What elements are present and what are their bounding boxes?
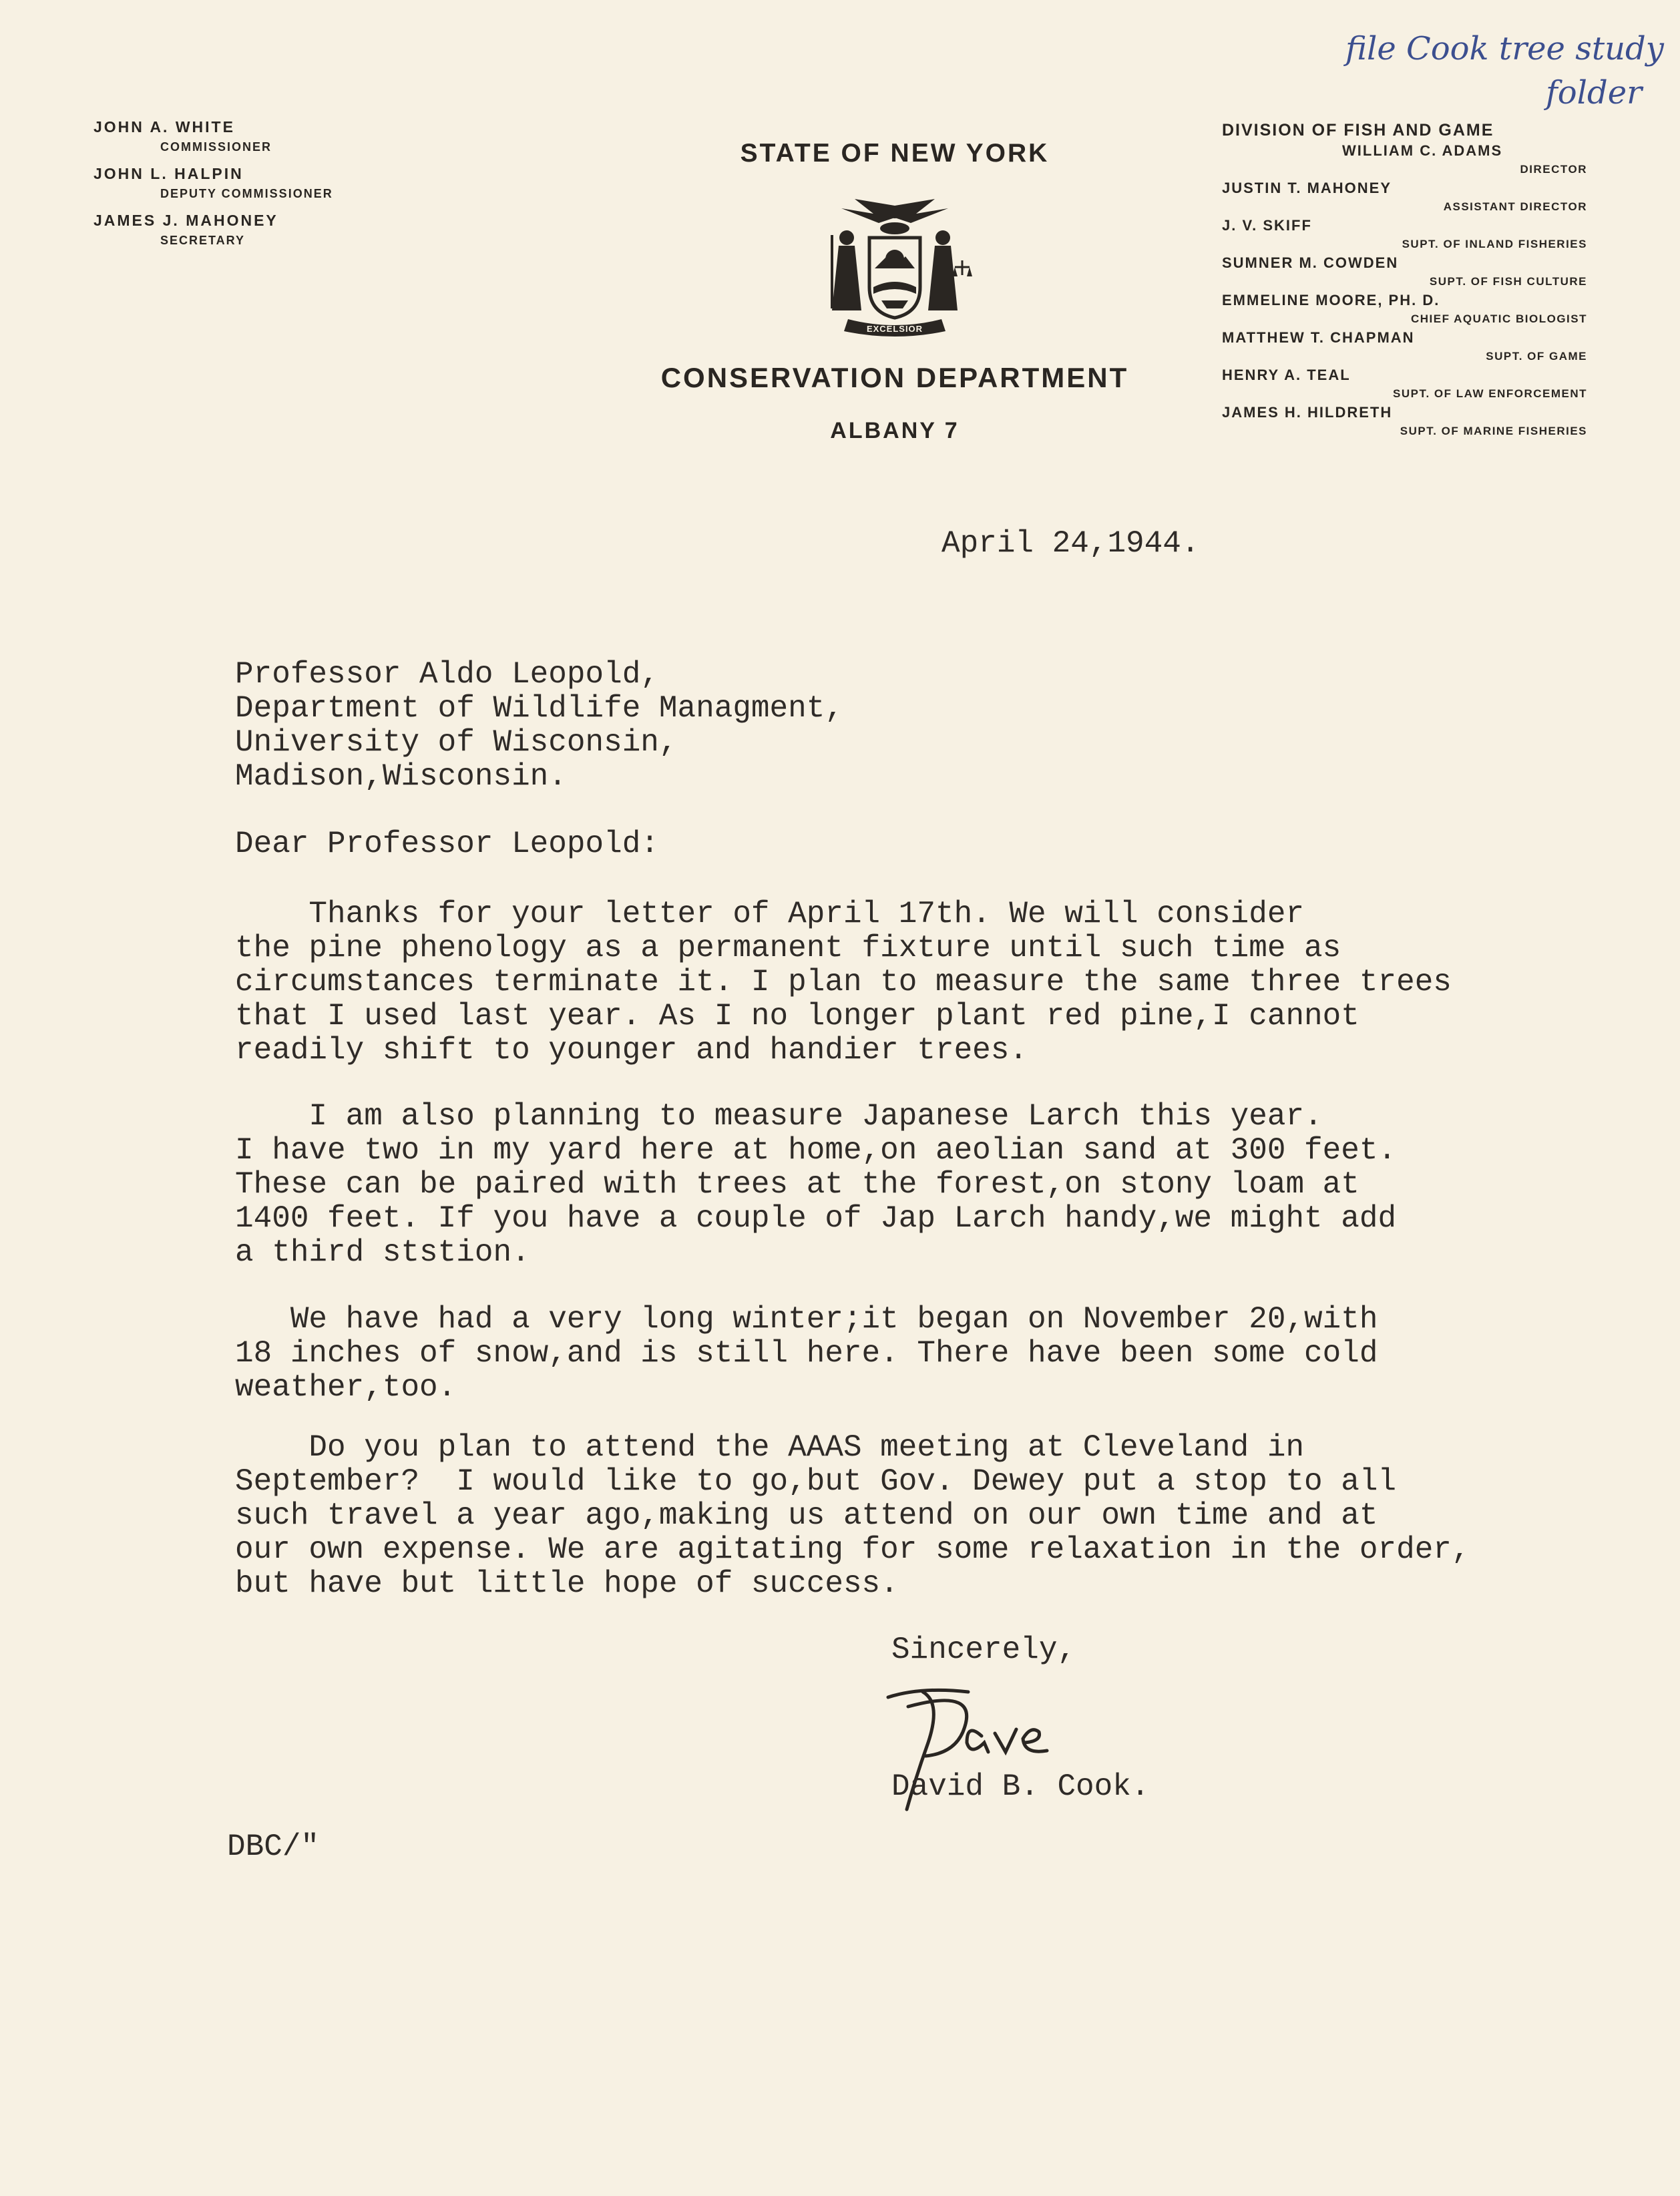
body-line: 1400 feet. If you have a couple of Jap Larch handy,we might add xyxy=(235,1201,1397,1236)
staff-title: DIRECTOR xyxy=(1520,163,1587,176)
body-line: our own expense. We are agitating for some relaxation in the order, xyxy=(235,1532,1470,1567)
recipient-address xyxy=(235,658,843,794)
body-line: I have two in my yard here at home,on aeolian sand at 300 feet. xyxy=(235,1133,1397,1168)
salutation: Dear Professor Leopold: xyxy=(235,827,659,861)
official xyxy=(93,164,427,204)
recipient-line: University of Wisconsin, xyxy=(235,725,678,760)
staff-title: CHIEF AQUATIC BIOLOGIST xyxy=(1411,312,1587,325)
body-line: September? I would like to go,but Gov. Dewey put a stop to all xyxy=(235,1464,1397,1499)
body-line: I am also planning to measure Japanese Larch this year. xyxy=(235,1099,1323,1134)
body-line: a third ststion. xyxy=(235,1235,530,1270)
letterhead-officials xyxy=(93,117,427,257)
body-line: that I used last year. As I no longer plant red pine,I cannot xyxy=(235,999,1359,1034)
recipient-line: Madison,Wisconsin. xyxy=(235,759,567,794)
handwritten-filing-note xyxy=(1345,27,1664,115)
body-paragraph xyxy=(235,1431,1570,1601)
staff-name: EMMELINE MOORE, PH. D. xyxy=(1222,292,1440,308)
letterhead-center xyxy=(507,139,1282,444)
seal-motto: EXCELSIOR xyxy=(866,324,923,334)
staff-name: HENRY A. TEAL xyxy=(1222,367,1351,383)
staff-name: J. V. SKIFF xyxy=(1222,217,1312,234)
department-name: CONSERVATION DEPARTMENT xyxy=(660,362,1129,393)
staff-title: SUPT. OF GAME xyxy=(1486,350,1587,363)
body-paragraph xyxy=(235,897,1570,1068)
staff-name: SUMNER M. COWDEN xyxy=(1222,254,1399,271)
recipient-line: Department of Wildlife Managment, xyxy=(235,691,843,726)
state-seal-icon xyxy=(815,194,975,341)
staff-title: ASSISTANT DIRECTOR xyxy=(1443,200,1587,213)
body-line: circumstances terminate it. I plan to measure the same three trees xyxy=(235,965,1452,1000)
division-name: DIVISION OF FISH AND GAME xyxy=(1222,121,1494,140)
official-name: JOHN A. WHITE xyxy=(93,118,235,136)
typed-signature-name: David B. Cook. xyxy=(891,1769,1150,1804)
body-line: such travel a year ago,making us attend on our own time and at xyxy=(235,1498,1378,1533)
body-line: the pine phenology as a permanent fixture until such time as xyxy=(235,931,1341,965)
staff-name: WILLIAM C. ADAMS xyxy=(1342,142,1503,159)
reference-initials: DBC/" xyxy=(227,1829,320,1864)
handwritten-signature xyxy=(881,1683,1135,1829)
department-city: ALBANY 7 xyxy=(830,418,960,443)
body-line: readily shift to younger and handier trees. xyxy=(235,1033,1028,1068)
body-line: 18 inches of snow,and is still here. There have been some cold xyxy=(235,1336,1378,1371)
official xyxy=(93,117,427,157)
official-title: COMMISSIONER xyxy=(160,140,272,154)
body-line: weather,too. xyxy=(235,1370,457,1405)
official-name: JOHN L. HALPIN xyxy=(93,165,244,182)
body-line: Thanks for your letter of April 17th. We will consider xyxy=(235,897,1305,931)
staff-name: JAMES H. HILDRETH xyxy=(1222,404,1393,421)
body-line: These can be paired with trees at the forest,on stony loam at xyxy=(235,1167,1359,1202)
state-name: STATE OF NEW YORK xyxy=(740,139,1050,168)
staff-title: SUPT. OF FISH CULTURE xyxy=(1429,275,1587,288)
body-paragraph xyxy=(235,1303,1570,1405)
official xyxy=(93,210,427,250)
body-paragraph xyxy=(235,1100,1570,1270)
body-line: We have had a very long winter;it began on November 20,with xyxy=(235,1302,1378,1337)
complimentary-close: Sincerely, xyxy=(891,1632,1076,1667)
official-name: JAMES J. MAHONEY xyxy=(93,212,278,229)
staff-title: SUPT. OF INLAND FISHERIES xyxy=(1402,238,1587,250)
staff-name: MATTHEW T. CHAPMAN xyxy=(1222,329,1415,346)
official-title: DEPUTY COMMISSIONER xyxy=(160,187,333,200)
staff-title: SUPT. OF LAW ENFORCEMENT xyxy=(1393,387,1587,400)
handnote-line-2: folder xyxy=(1546,74,1643,112)
official-title: SECRETARY xyxy=(160,234,246,247)
handnote-line-1: file Cook tree study xyxy=(1345,30,1664,67)
staff-title: SUPT. OF MARINE FISHERIES xyxy=(1400,425,1587,437)
letterhead-division-staff xyxy=(1222,119,1593,441)
letter-date: April 24,1944. xyxy=(941,526,1200,561)
body-line: Do you plan to attend the AAAS meeting at Cleveland in xyxy=(235,1430,1305,1465)
recipient-line: Professor Aldo Leopold, xyxy=(235,657,659,692)
body-line: but have but little hope of success. xyxy=(235,1566,899,1601)
staff-name: JUSTIN T. MAHONEY xyxy=(1222,180,1392,196)
